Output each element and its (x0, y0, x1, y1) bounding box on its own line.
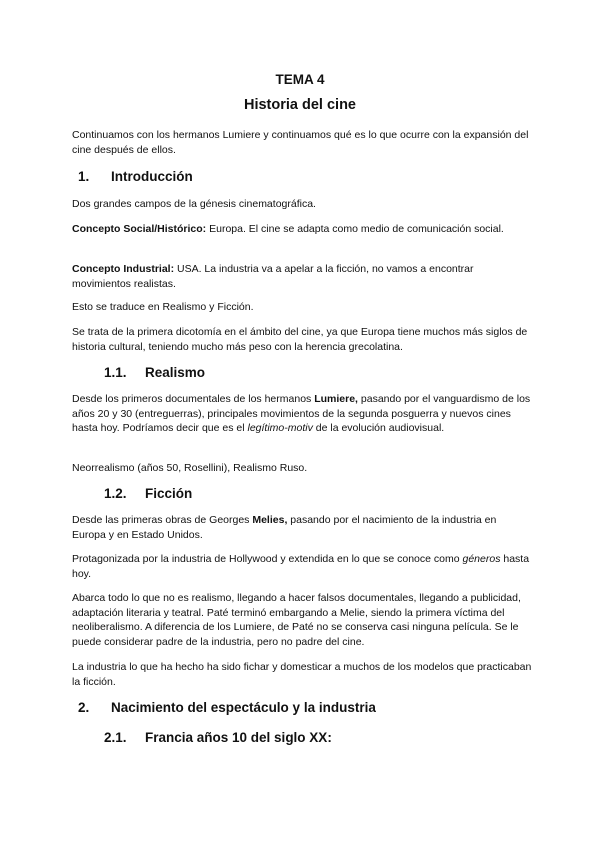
section-1-heading (78, 169, 193, 184)
document-title: TEMA 4 (275, 72, 325, 87)
concept-social-label: Concepto Social/Histórico: (72, 223, 207, 235)
concept-industrial-label: Concepto Industrial: (72, 263, 175, 275)
leitmotiv-italic: legítimo-motiv (247, 422, 313, 434)
section-1-2-heading (104, 486, 192, 501)
melies-bold: Melies, (252, 514, 288, 526)
section-1-number: 1. (78, 169, 90, 184)
s12-paragraph-3: Abarca todo lo que no es realismo, llegando a hacer falsos documentales, llegando a publicidad, adaptación literaria y teatral. Paté terminó embargando a Melie, siendo la primera víctima del neoliberalismo. A diferencia de los Lumiere, de Paté no se conserva casi ninguna película. Se le puede considerar padre de la industria, pero no padre del cine. (72, 592, 521, 648)
section-2-1-title: Francia años 10 del siglo XX: (145, 730, 332, 745)
s11-p1-part: de la evolución audiovisual. (312, 422, 445, 434)
section-1-1-number: 1.1. (104, 365, 127, 380)
s1-paragraph-3 (72, 262, 532, 291)
s12-p2-part: Protagonizada por la industria de Hollywood y extendida en lo que se conoce como (72, 553, 463, 565)
s1-paragraph-1: Dos grandes campos de la génesis cinematográfica. (72, 198, 316, 210)
section-1-title: Introducción (111, 169, 193, 184)
section-1-1-heading (104, 365, 205, 380)
concept-industrial-text: USA. La industria va a apelar a la ficción, no vamos a encontrar movimientos realistas. (72, 263, 474, 290)
s12-paragraph-2 (72, 552, 532, 581)
section-2-1-heading (104, 730, 332, 745)
section-2-1-number: 2.1. (104, 730, 127, 745)
section-1-1-title: Realismo (145, 365, 206, 380)
section-2-number: 2. (78, 700, 90, 715)
document-subtitle: Historia del cine (243, 97, 356, 113)
s11-paragraph-2: Neorrealismo (años 50, Rosellini), Realismo Ruso. (72, 462, 308, 474)
s11-p1-part: pasando por el vanguardismo de los años 20 y 30 (entreguerras), principales movimientos de la segunda posguerra y nuevos cines hasta hoy. Podríamos decir que es el (72, 393, 531, 434)
concept-social-text: Europa. El cine se adapta como medio de comunicación social. (206, 223, 504, 235)
intro-paragraph: Continuamos con los hermanos Lumiere y continuamos qué es lo que ocurre con la expansión del cine después de ellos. (72, 129, 529, 156)
s12-p2-part: hasta hoy. (72, 553, 530, 580)
s11-paragraph-1 (72, 392, 532, 436)
s12-p1-part: pasando por el nacimiento de la industria en Europa y en Estado Unidos. (72, 514, 497, 541)
section-1-2-title: Ficción (145, 486, 193, 501)
s1-paragraph-5: Se trata de la primera dicotomía en el ámbito del cine, ya que Europa tiene muchos más siglos de historia cultural, teniendo mucho más peso con la herencia grecolatina. (72, 326, 528, 353)
section-1-2-number: 1.2. (104, 486, 127, 501)
s12-p1-part: Desde las primeras obras de Georges (72, 514, 253, 526)
lumiere-bold: Lumiere, (314, 393, 358, 405)
generos-italic: géneros (462, 553, 501, 565)
s11-p1-part: Desde los primeros documentales de los hermanos (72, 393, 315, 405)
section-2-heading (78, 700, 376, 715)
s12-paragraph-4: La industria lo que ha hecho ha sido fichar y domesticar a muchos de los modelos que practicaban la ficción. (72, 661, 532, 688)
section-2-title: Nacimiento del espectáculo y la industria (111, 700, 376, 715)
s12-paragraph-1 (72, 513, 532, 542)
s1-paragraph-4: Esto se traduce en Realismo y Ficción. (72, 301, 254, 313)
s1-paragraph-2 (72, 222, 532, 237)
